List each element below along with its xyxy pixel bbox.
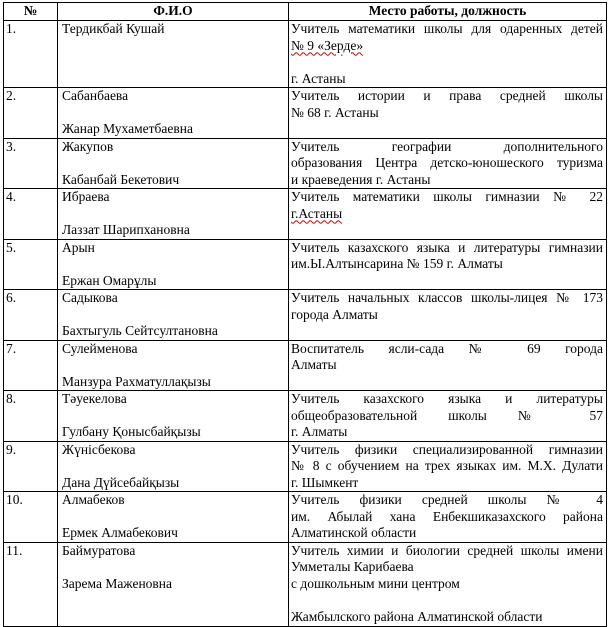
workplace-line: Учитель казахского языка и литературы [291,391,603,406]
workplace-line: Учитель математики школы гимназии № 22 [291,189,603,204]
surname-line: Жакупов [62,138,114,154]
blank-line [62,357,286,374]
workplace-line: Алматинской области [291,525,417,540]
blank-line [291,592,603,609]
workplace-line: Учитель географии дополнительного [291,138,603,154]
workplace [289,391,607,442]
workplace-line: с дошкольным мини центром [291,575,460,591]
workplace-line: образования Центра детско-юношеского туризма [291,155,603,170]
given-name-line: Ержан Омарұлы [62,272,157,288]
workplace-line: Воспитатель ясли-сада № 69 города [291,340,603,356]
workplace-line [291,206,603,223]
row-number: 1. [4,21,58,88]
workplace-line-text: № 9 «Зерде» [291,37,364,53]
given-name-line: Бахтыгуль Сейтсултановна [62,323,218,338]
surname-line: Садыкова [62,290,118,305]
given-name-line: Лаззат Шарипхановна [62,222,190,237]
surname-line: Баймуратова [62,542,136,558]
workplace-line: № 8 с обучением на трех языках им. М.Х. Дулати [291,458,603,473]
workplace-line: им. Абылай хана Енбекшиказахского района [291,508,603,524]
row-number: 10. [4,492,58,543]
blank-line [62,307,286,324]
workplace-line: им.Ы.Алтынсарина № 159 г. Алматы [291,256,503,271]
blank-line [62,509,286,526]
table-row [4,340,607,391]
workplace [289,441,607,492]
workplace [289,290,607,341]
surname-line: Сулейменова [62,340,138,356]
workplace-line: Алматы [291,357,337,372]
given-name-line: Гулбану Қонысбайқызы [62,424,201,439]
blank-line [62,155,286,172]
workplace-line: г. Алматы [291,424,348,439]
workplace-line: города Алматы [291,306,378,322]
row-number: 5. [4,239,58,290]
given-name-line: Кабанбай Бекетович [62,171,180,187]
workplace-line: Учитель математики школы для одаренных детей [291,21,603,36]
workplace [289,138,607,189]
table-row [4,21,607,88]
surname-line: Сабанбаева [62,88,129,103]
blank-line [62,559,286,576]
workplace-line: Учитель истории и права средней школы [291,88,603,103]
table-row [4,189,607,240]
staff-table [3,2,607,627]
surname-line: Ибраева [62,189,110,204]
blank-line [62,256,286,273]
workplace [289,239,607,290]
person-name [58,239,289,290]
table-row [4,239,607,290]
table-row [4,391,607,442]
workplace-line: Учитель казахского языка и литературы гимназии [291,239,603,255]
surname-line: Арын [62,239,95,255]
surname-line: Тәуекелова [62,391,127,406]
given-name-line: Ермек Алмабекович [62,525,178,540]
workplace [289,542,607,626]
given-name-line: Манзура Рахматуллақызы [62,373,211,389]
workplace-line: г. Шымкент [291,474,359,490]
given-name-line: Дана Дүйсебайқызы [62,474,180,490]
surname-line: Тердикбай Кушай [62,21,165,36]
table-row [4,290,607,341]
row-number: 11. [4,542,58,626]
workplace [289,340,607,391]
header-num: № [4,3,58,21]
header-fio: Ф.И.О [58,3,289,21]
person-name [58,441,289,492]
workplace-line: и краеведения г. Астаны [291,171,431,187]
row-number: 6. [4,290,58,341]
table-row [4,441,607,492]
workplace [289,189,607,240]
given-name-line: Зарема Маженовна [62,575,173,591]
table-row [4,138,607,189]
workplace-line: Учитель физики средней школы № 4 [291,492,603,507]
person-name [58,88,289,139]
workplace-line: г. Астаны [291,70,346,86]
workplace-line-text: г.Астаны [291,205,343,221]
row-number: 9. [4,441,58,492]
person-name [58,391,289,442]
blank-line [62,206,286,223]
row-number: 4. [4,189,58,240]
person-name [58,138,289,189]
workplace-line: Учитель химии и биологии средней школы имени [291,542,603,558]
surname-line: Жүнісбекова [62,441,136,457]
table-row [4,88,607,139]
person-name [58,189,289,240]
table-row [4,492,607,543]
workplace [289,492,607,543]
workplace-line: общеобразовательной школы № 57 [291,407,603,423]
blank-line [62,408,286,425]
workplace-line: Жамбылского района Алматинской области [291,608,543,624]
person-name [58,492,289,543]
header-work: Место работы, должность [289,3,607,21]
person-name [58,290,289,341]
row-number: 7. [4,340,58,391]
person-name [58,340,289,391]
workplace [289,21,607,88]
table-row [4,542,607,626]
blank-line [62,458,286,475]
workplace-line: Умметалы Карибаева [291,559,414,574]
workplace-line: Учитель физики специализированной гимназии [291,441,603,457]
workplace-line: Учитель начальных классов школы-лицея № 173 [291,290,603,305]
person-name [58,542,289,626]
header-row [4,3,607,21]
row-number: 2. [4,88,58,139]
workplace-line: № 68 г. Астаны [291,104,379,120]
row-number: 8. [4,391,58,442]
blank-line [291,54,603,71]
workplace [289,88,607,139]
surname-line: Алмабеков [62,492,125,507]
given-name-line: Жанар Мухаметбаевна [62,121,193,136]
blank-line [62,105,286,122]
person-name [58,21,289,88]
workplace-line [291,38,603,55]
row-number: 3. [4,138,58,189]
staff-table-wrapper [3,2,606,627]
